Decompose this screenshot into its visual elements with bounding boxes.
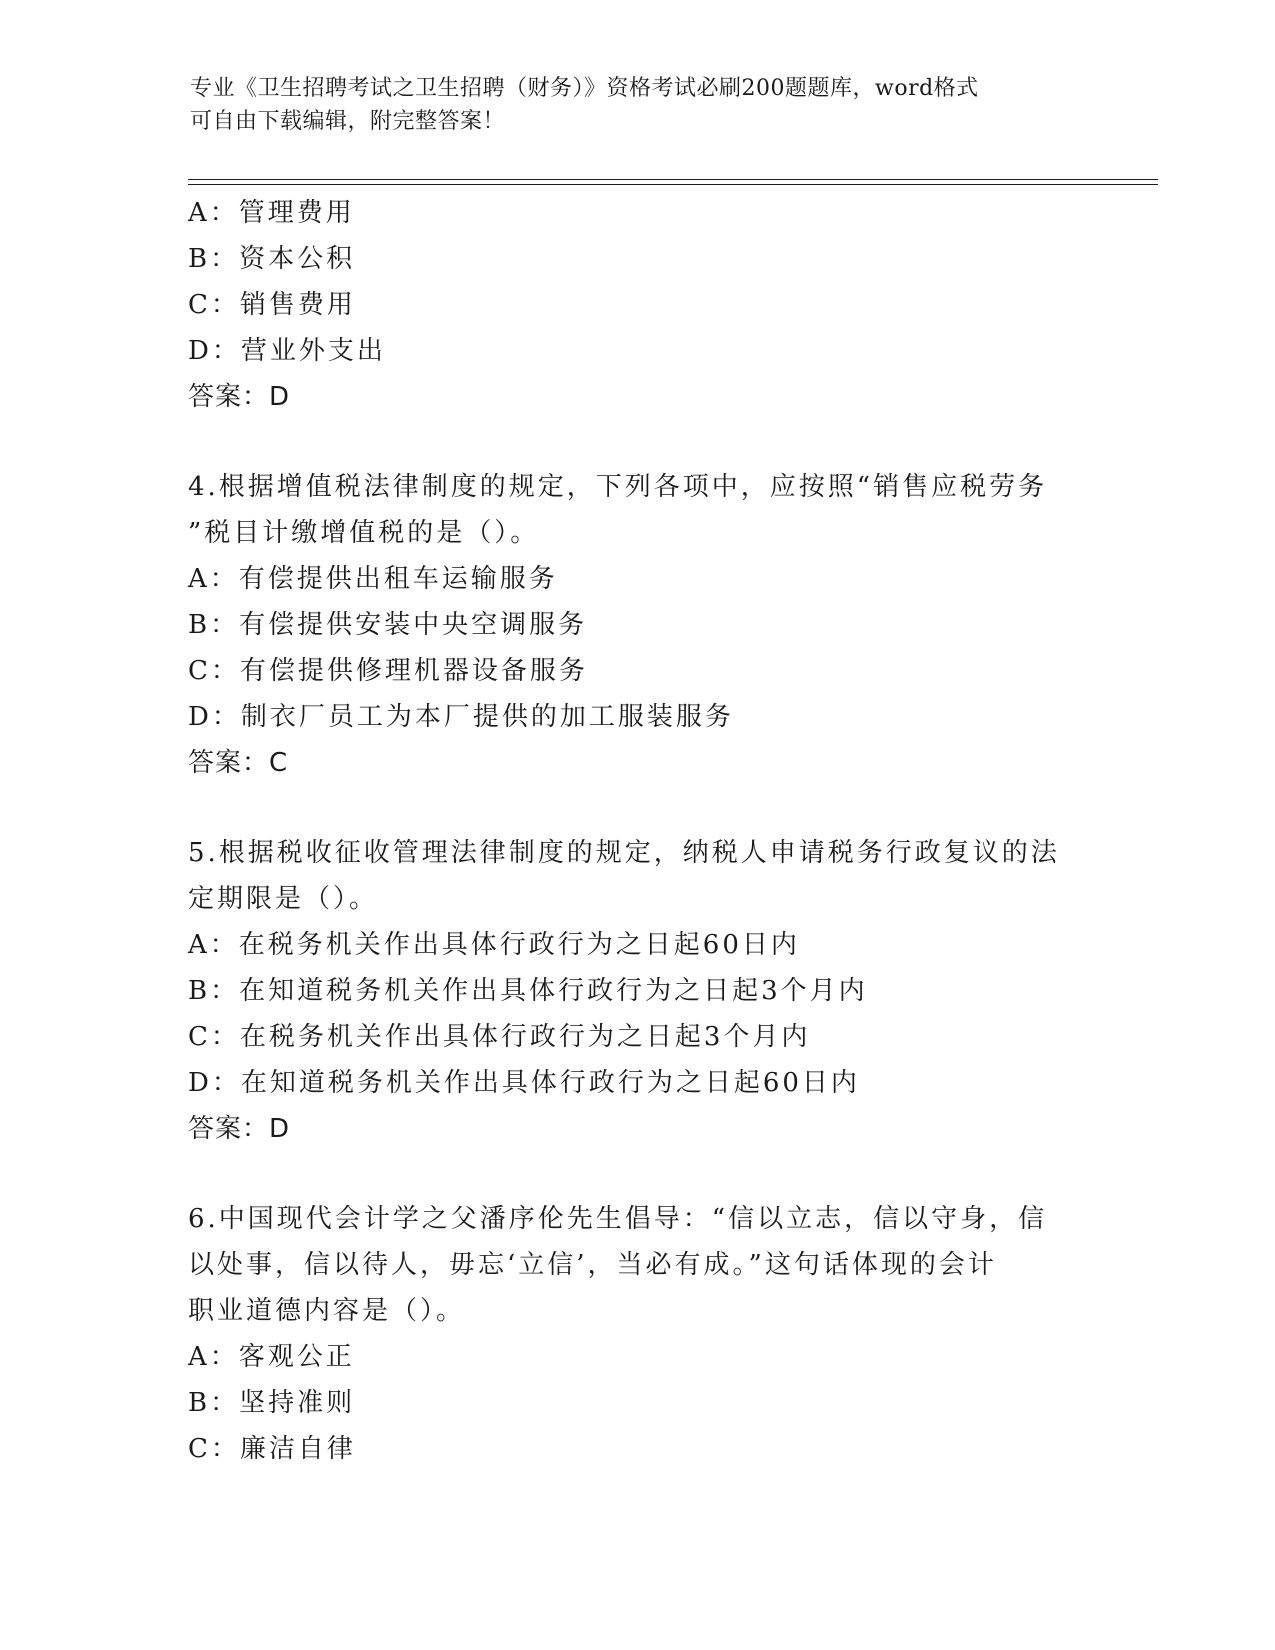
header-line-1: 专业《卫生招聘考试之卫生招聘（财务）》资格考试必刷200题题库，word格式 [190, 76, 979, 101]
question-4 [188, 464, 1088, 786]
option-d: D：营业外支出 [188, 336, 386, 366]
option-a: A：客观公正 [188, 1342, 355, 1372]
question-6 [188, 1196, 1088, 1472]
option-a: A：有偿提供出租车运输服务 [188, 564, 558, 594]
document-header [190, 72, 1070, 138]
option-c: C：廉洁自律 [188, 1434, 356, 1464]
option-c: C：销售费用 [188, 290, 356, 320]
option-a: A：在税务机关作出具体行政行为之日起60日内 [188, 930, 800, 960]
option-d: D：制衣厂员工为本厂提供的加工服装服务 [188, 702, 734, 732]
option-b: B：有偿提供安装中央空调服务 [188, 610, 588, 640]
question-content [188, 190, 1088, 1472]
question-3 [188, 190, 1088, 420]
option-b: B：在知道税务机关作出具体行政行为之日起3个月内 [188, 976, 868, 1006]
question-text-line-2: ”税目计缴增值税的是（）。 [188, 518, 540, 548]
question-text-line-1: 4.根据增值税法律制度的规定，下列各项中，应按照“销售应税劳务 [188, 472, 1048, 502]
question-5 [188, 830, 1088, 1152]
option-c: C：在税务机关作出具体行政行为之日起3个月内 [188, 1022, 811, 1052]
header-line-2: 可自由下载编辑，附完整答案！ [190, 109, 506, 134]
option-c: C：有偿提供修理机器设备服务 [188, 656, 588, 686]
answer: 答案：D [188, 1114, 291, 1144]
question-text-line-3: 职业道德内容是（）。 [188, 1296, 466, 1326]
option-b: B：资本公积 [188, 244, 356, 274]
option-b: B：坚持准则 [188, 1388, 356, 1418]
header-rule-top [188, 179, 1158, 180]
question-text-line-2: 以处事，信以待人，毋忘‘立信’，当必有成。”这句话体现的会计 [188, 1250, 997, 1280]
question-text-line-1: 6.中国现代会计学之父潘序伦先生倡导：“信以立志，信以守身，信 [188, 1204, 1048, 1234]
answer: 答案：C [188, 748, 289, 778]
option-a: A：管理费用 [188, 198, 355, 228]
question-text-line-1: 5.根据税收征收管理法律制度的规定，纳税人申请税务行政复议的法 [188, 838, 1060, 868]
answer: 答案：D [188, 382, 291, 412]
option-d: D：在知道税务机关作出具体行政行为之日起60日内 [188, 1068, 860, 1098]
header-rule-bottom [188, 184, 1158, 185]
question-text-line-2: 定期限是（）。 [188, 884, 379, 914]
